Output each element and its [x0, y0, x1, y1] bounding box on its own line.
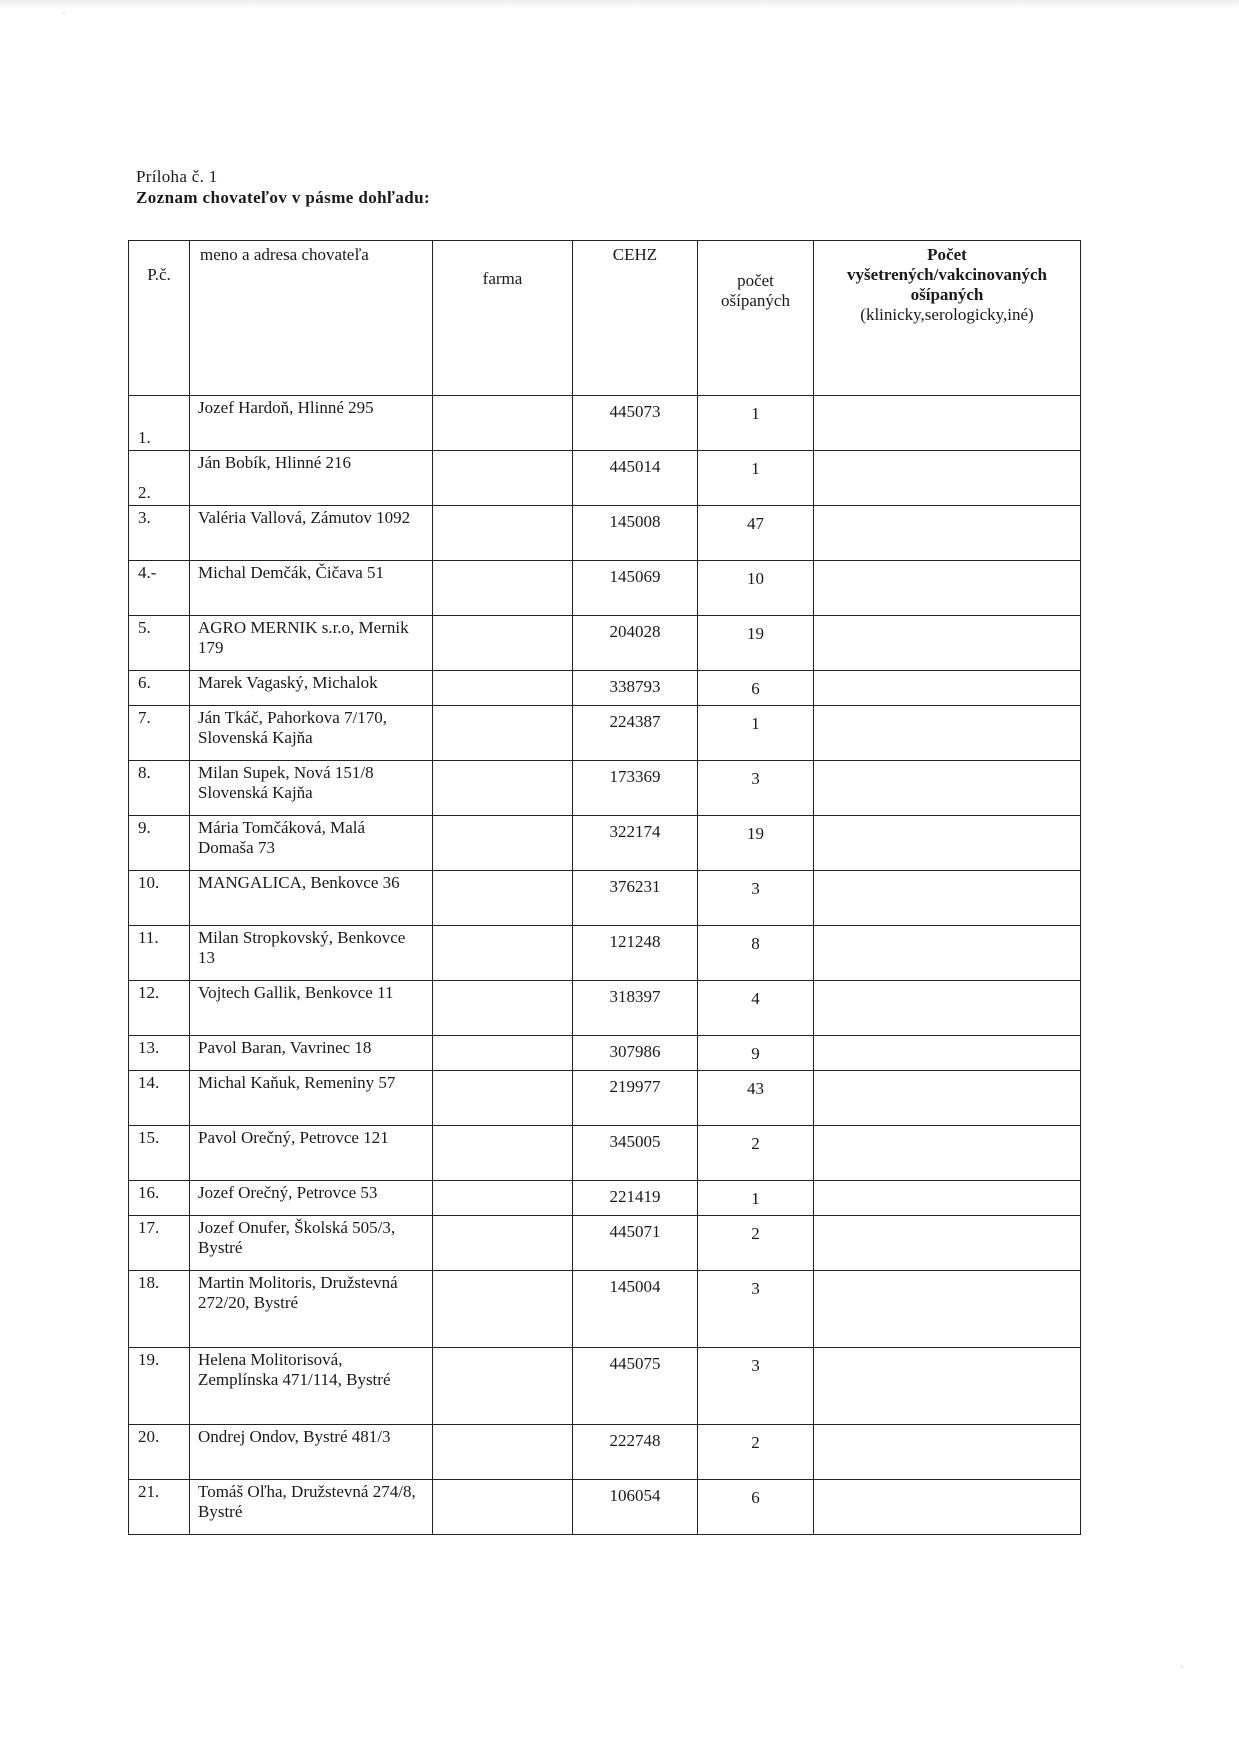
table-row [129, 396, 1081, 451]
owner-name-address: Michal Kaňuk, Remeniny 57 [190, 1071, 433, 1126]
row-number: 7. [129, 706, 190, 761]
owner-name-address: MANGALICA, Benkovce 36 [190, 871, 433, 926]
pig-count: 9 [698, 1036, 814, 1071]
farm-cell [433, 1425, 573, 1480]
pig-count: 1 [698, 706, 814, 761]
cehz-code: 376231 [573, 871, 698, 926]
examined-count [814, 706, 1081, 761]
row-number: 13. [129, 1036, 190, 1071]
header-exam-line2: vyšetrených/vakcinovaných [847, 265, 1047, 284]
cehz-code: 345005 [573, 1126, 698, 1181]
owner-name-address: Michal Demčák, Čičava 51 [190, 561, 433, 616]
row-number: 11. [129, 926, 190, 981]
examined-count [814, 616, 1081, 671]
owner-name-address: Vojtech Gallik, Benkovce 11 [190, 981, 433, 1036]
pig-count: 6 [698, 1480, 814, 1535]
cehz-code: 145004 [573, 1271, 698, 1348]
owner-name-address: Ján Bobík, Hlinné 216 [190, 451, 433, 506]
examined-count [814, 671, 1081, 706]
farm-cell [433, 816, 573, 871]
row-number: 16. [129, 1181, 190, 1216]
row-number: 6. [129, 671, 190, 706]
row-number: 19. [129, 1348, 190, 1425]
cehz-code: 445075 [573, 1348, 698, 1425]
list-title: Zoznam chovateľov v pásme dohľadu: [136, 188, 431, 207]
header-farm: farma [433, 241, 573, 396]
table-header [129, 241, 1081, 396]
table-row [129, 671, 1081, 706]
farm-cell [433, 506, 573, 561]
row-number: 1. [129, 396, 190, 451]
table-row [129, 706, 1081, 761]
examined-count [814, 1181, 1081, 1216]
owner-name-address: Tomáš Oľha, Družstevná 274/8, Bystré [190, 1480, 433, 1535]
pig-count: 19 [698, 816, 814, 871]
pig-count: 19 [698, 616, 814, 671]
row-number: 14. [129, 1071, 190, 1126]
examined-count [814, 1126, 1081, 1181]
owner-name-address: Jozef Orečný, Petrovce 53 [190, 1181, 433, 1216]
row-number: 5. [129, 616, 190, 671]
examined-count [814, 871, 1081, 926]
table-row [129, 1126, 1081, 1181]
examined-count [814, 816, 1081, 871]
owner-name-address: Ondrej Ondov, Bystré 481/3 [190, 1425, 433, 1480]
cehz-code: 338793 [573, 671, 698, 706]
row-number: 21. [129, 1480, 190, 1535]
examined-count [814, 1480, 1081, 1535]
pig-count: 10 [698, 561, 814, 616]
scan-page-edge [0, 0, 1239, 8]
row-number: 10. [129, 871, 190, 926]
examined-count [814, 1348, 1081, 1425]
examined-count [814, 1216, 1081, 1271]
cehz-code: 221419 [573, 1181, 698, 1216]
cehz-code: 145008 [573, 506, 698, 561]
examined-count [814, 506, 1081, 561]
header-exam-line3: ošípaných [910, 285, 984, 304]
cehz-code: 445071 [573, 1216, 698, 1271]
header-count-line2: ošípaných [721, 291, 790, 310]
pig-count: 6 [698, 671, 814, 706]
pig-count: 2 [698, 1126, 814, 1181]
table-row [129, 981, 1081, 1036]
row-number: 2. [129, 451, 190, 506]
farm-cell [433, 761, 573, 816]
row-number: 4.- [129, 561, 190, 616]
cehz-code: 204028 [573, 616, 698, 671]
scan-artifact: · [1180, 1660, 1184, 1674]
farm-cell [433, 451, 573, 506]
annex-label: Príloha č. 1 [136, 167, 218, 186]
examined-count [814, 451, 1081, 506]
owner-name-address: Jozef Hardoň, Hlinné 295 [190, 396, 433, 451]
farm-cell [433, 616, 573, 671]
owner-name-address: Pavol Baran, Vavrinec 18 [190, 1036, 433, 1071]
farm-cell [433, 396, 573, 451]
pig-count: 43 [698, 1071, 814, 1126]
owners-table [128, 240, 1081, 1535]
header-exam-line4: (klinicky,serologicky,iné) [860, 305, 1034, 324]
cehz-code: 445073 [573, 396, 698, 451]
table-row [129, 1181, 1081, 1216]
header-name: meno a adresa chovateľa [190, 241, 433, 396]
row-number: 8. [129, 761, 190, 816]
row-number: 20. [129, 1425, 190, 1480]
examined-count [814, 1036, 1081, 1071]
farm-cell [433, 561, 573, 616]
table-row [129, 926, 1081, 981]
examined-count [814, 396, 1081, 451]
farm-cell [433, 1071, 573, 1126]
cehz-code: 307986 [573, 1036, 698, 1071]
table-body [129, 396, 1081, 1535]
table-row [129, 1036, 1081, 1071]
pig-count: 1 [698, 1181, 814, 1216]
farm-cell [433, 1216, 573, 1271]
pig-count: 8 [698, 926, 814, 981]
examined-count [814, 1425, 1081, 1480]
header-count [698, 241, 814, 396]
owner-name-address: Helena Molitorisová, Zemplínska 471/114, Bystré [190, 1348, 433, 1425]
row-number: 18. [129, 1271, 190, 1348]
pig-count: 3 [698, 1271, 814, 1348]
table-row [129, 506, 1081, 561]
pig-count: 1 [698, 396, 814, 451]
owner-name-address: AGRO MERNIK s.r.o, Mernik 179 [190, 616, 433, 671]
farm-cell [433, 671, 573, 706]
table-row [129, 816, 1081, 871]
examined-count [814, 926, 1081, 981]
cehz-code: 445014 [573, 451, 698, 506]
row-number: 9. [129, 816, 190, 871]
farm-cell [433, 1480, 573, 1535]
table-row [129, 1425, 1081, 1480]
examined-count [814, 561, 1081, 616]
cehz-code: 219977 [573, 1071, 698, 1126]
farm-cell [433, 1348, 573, 1425]
farm-cell [433, 1036, 573, 1071]
farm-cell [433, 926, 573, 981]
pig-count: 4 [698, 981, 814, 1036]
owner-name-address: Milan Supek, Nová 151/8 Slovenská Kajňa [190, 761, 433, 816]
owner-name-address: Valéria Vallová, Zámutov 1092 [190, 506, 433, 561]
farm-cell [433, 706, 573, 761]
farm-cell [433, 1181, 573, 1216]
cehz-code: 106054 [573, 1480, 698, 1535]
table-row [129, 1348, 1081, 1425]
farm-cell [433, 1271, 573, 1348]
owner-name-address: Mária Tomčáková, Malá Domaša 73 [190, 816, 433, 871]
header-cehz: CEHZ [573, 241, 698, 396]
examined-count [814, 1071, 1081, 1126]
farm-cell [433, 1126, 573, 1181]
pig-count: 47 [698, 506, 814, 561]
examined-count [814, 981, 1081, 1036]
table-row [129, 1480, 1081, 1535]
owner-name-address: Marek Vagaský, Michalok [190, 671, 433, 706]
cehz-code: 222748 [573, 1425, 698, 1480]
table-row [129, 616, 1081, 671]
cehz-code: 224387 [573, 706, 698, 761]
row-number: 17. [129, 1216, 190, 1271]
table-row [129, 761, 1081, 816]
header-no: P.č. [129, 241, 190, 396]
scan-artifact: · [62, 6, 66, 20]
table-row [129, 1216, 1081, 1271]
table-row [129, 1071, 1081, 1126]
header-exam [814, 241, 1081, 396]
table-row [129, 1271, 1081, 1348]
cehz-code: 318397 [573, 981, 698, 1036]
row-number: 12. [129, 981, 190, 1036]
pig-count: 2 [698, 1216, 814, 1271]
pig-count: 3 [698, 761, 814, 816]
owner-name-address: Pavol Orečný, Petrovce 121 [190, 1126, 433, 1181]
pig-count: 1 [698, 451, 814, 506]
pig-count: 2 [698, 1425, 814, 1480]
owner-name-address: Jozef Onufer, Školská 505/3, Bystré [190, 1216, 433, 1271]
farm-cell [433, 981, 573, 1036]
pig-count: 3 [698, 1348, 814, 1425]
header-exam-line1: Počet [927, 245, 967, 264]
row-number: 15. [129, 1126, 190, 1181]
owner-name-address: Martin Molitoris, Družstevná 272/20, Bystré [190, 1271, 433, 1348]
farm-cell [433, 871, 573, 926]
cehz-code: 121248 [573, 926, 698, 981]
cehz-code: 173369 [573, 761, 698, 816]
owner-name-address: Ján Tkáč, Pahorkova 7/170, Slovenská Kajňa [190, 706, 433, 761]
pig-count: 3 [698, 871, 814, 926]
table-row [129, 561, 1081, 616]
examined-count [814, 761, 1081, 816]
examined-count [814, 1271, 1081, 1348]
table-row [129, 871, 1081, 926]
document-header [136, 166, 430, 208]
owner-name-address: Milan Stropkovský, Benkovce 13 [190, 926, 433, 981]
header-row [129, 241, 1081, 396]
table-row [129, 451, 1081, 506]
row-number: 3. [129, 506, 190, 561]
cehz-code: 322174 [573, 816, 698, 871]
cehz-code: 145069 [573, 561, 698, 616]
header-count-line1: počet [737, 271, 774, 290]
